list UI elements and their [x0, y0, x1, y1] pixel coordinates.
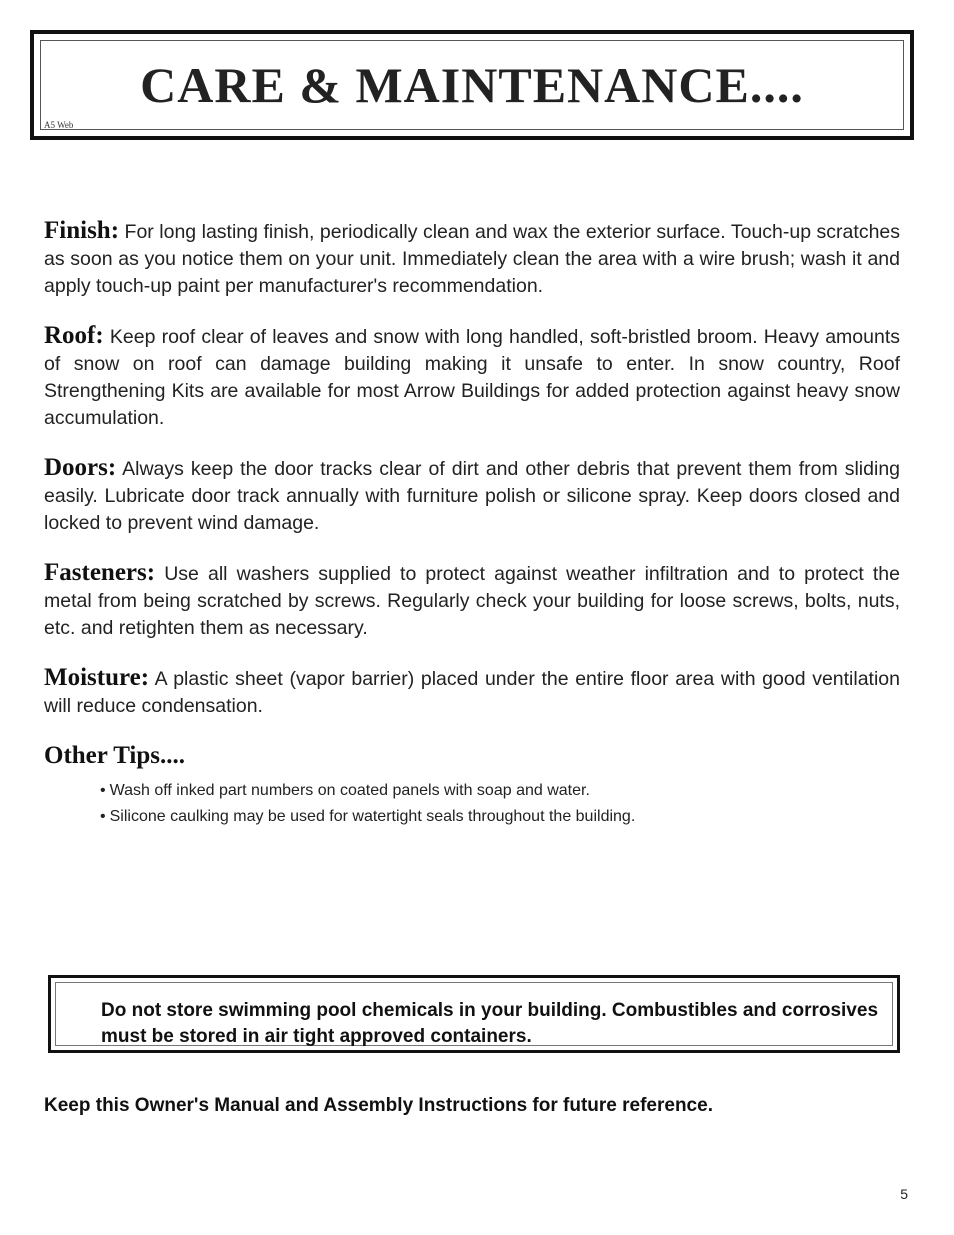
moisture-text: A plastic sheet (vapor barrier) placed under the entire floor area with good ventilation will reduce condensation.: [44, 668, 900, 717]
warning-box: [48, 975, 900, 1053]
bullet-icon: •: [100, 782, 106, 799]
roof-heading: Roof:: [44, 322, 104, 349]
doors-heading: Doors:: [44, 454, 117, 481]
moisture-heading: Moisture:: [44, 664, 150, 691]
roof-text: Keep roof clear of leaves and snow with long handled, soft-bristled broom. Heavy amounts of snow on roof can damage building making it unsafe to enter. In snow country, Roof Strengthening Kits are available for most Arrow Buildings for added protection against heavy snow accumulation.: [44, 326, 900, 429]
finish-heading: Finish:: [44, 217, 120, 244]
doors-section: [44, 454, 900, 537]
footer-note: Keep this Owner's Manual and Assembly Instructions for future reference.: [44, 1095, 713, 1116]
bullet-icon: •: [100, 808, 106, 825]
tip-text: Silicone caulking may be used for watertight seals throughout the building.: [109, 808, 636, 825]
roof-section: [44, 322, 900, 432]
doors-text: Always keep the door tracks clear of dirt and other debris that prevent them from sliding easily. Lubricate door track annually with furniture polish or silicone spray. Keep doors closed and locked to prevent wind damage.: [44, 458, 901, 534]
fasteners-section: [44, 559, 900, 642]
list-item: [100, 804, 900, 830]
document-code: A5 Web: [44, 120, 74, 130]
warning-text: Do not store swimming pool chemicals in your building. Combustibles and corrosives must be stored in air tight approved containers.: [101, 1000, 879, 1047]
moisture-section: [44, 664, 900, 720]
page-title: CARE & MAINTENANCE....: [140, 57, 804, 113]
finish-section: [44, 217, 900, 300]
finish-text: For long lasting finish, periodically clean and wax the exterior surface. Touch-up scratches as soon as you notice them on your unit. Immediately clean the area with a wire brush; wash it and apply touch-up paint per manufacturer's recommendation.: [44, 221, 901, 297]
main-content: [44, 217, 900, 830]
page-number: 5: [900, 1186, 908, 1202]
title-banner: [30, 30, 914, 140]
fasteners-text: Use all washers supplied to protect against weather infiltration and to protect the metal from being scratched by screws. Regularly check your building for loose screws, bolts, nuts, etc. and retighten them as necessary.: [44, 563, 900, 639]
list-item: [100, 778, 900, 804]
other-tips-heading: Other Tips....: [44, 742, 186, 769]
fasteners-heading: Fasteners:: [44, 559, 156, 586]
tips-list: [44, 778, 900, 830]
tip-text: Wash off inked part numbers on coated panels with soap and water.: [109, 782, 590, 799]
